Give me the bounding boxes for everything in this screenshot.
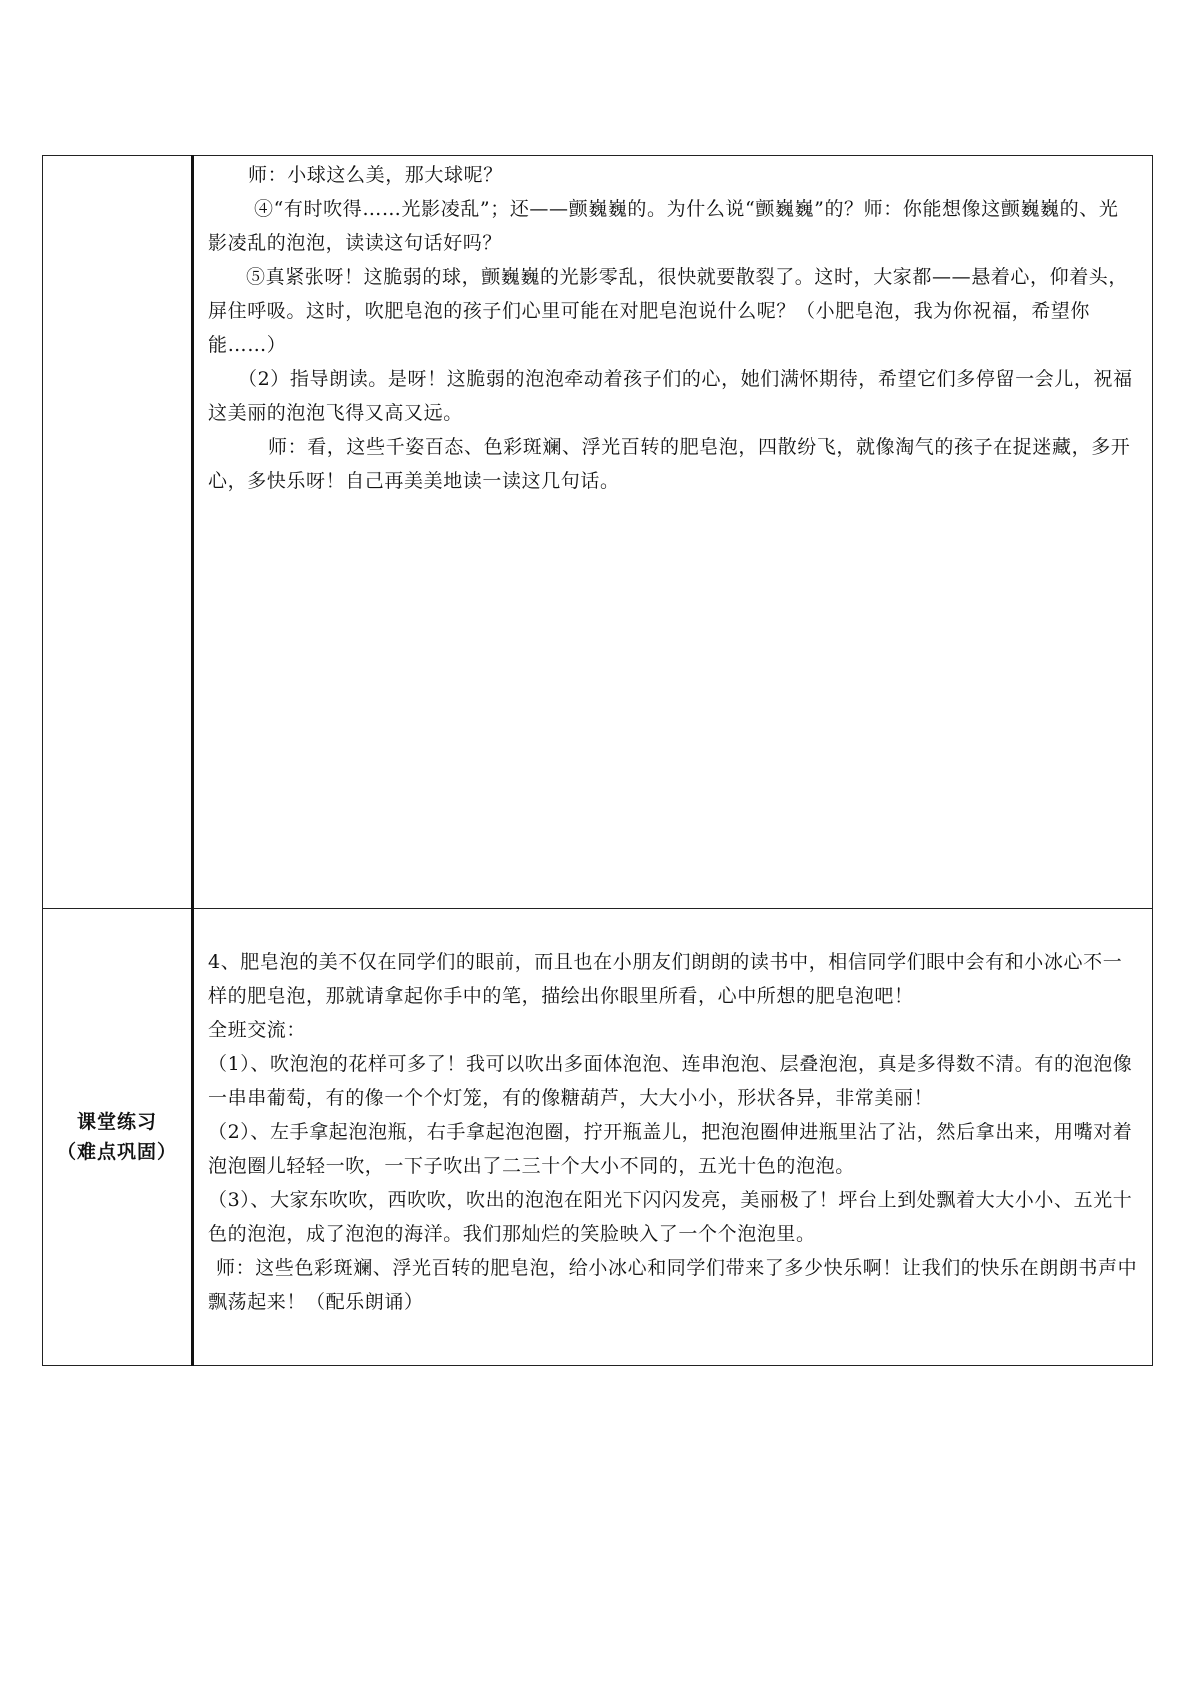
section-label-cell: [43, 909, 193, 1366]
lesson-plan-table: [42, 155, 1153, 1366]
section-label: [43, 909, 191, 1365]
paragraph: （2）指导朗读。是呀！这脆弱的泡泡牵动着孩子们的心，她们满怀期待，希望它们多停留一会儿，祝福这美丽的泡泡飞得又高又远。: [208, 368, 1133, 424]
section-label-cell: [43, 156, 193, 909]
table-row: [43, 156, 1153, 909]
section-text: [194, 156, 1152, 498]
section-label-subtitle: （难点巩固）: [56, 1141, 177, 1163]
paragraph: （3）、大家东吹吹，西吹吹，吹出的泡泡在阳光下闪闪发亮，美丽极了！坪台上到处飘着大大小小、五光十色的泡泡，成了泡泡的海洋。我们那灿烂的笑脸映入了一个个泡泡里。: [208, 1189, 1133, 1245]
paragraph: 4、肥皂泡的美不仅在同学们的眼前，而且也在小朋友们朗朗的读书中，相信同学们眼中会有和小冰心不一样的肥皂泡，那就请拿起你手中的笔，描绘出你眼里所看，心中所想的肥皂泡吧！: [208, 951, 1123, 1007]
paragraph: ④“有时吹得……光影凌乱”；还——颤巍巍的。为什么说“颤巍巍”的？师：你能想像这颤巍巍的、光影凌乱的泡泡，读读这句话好吗？: [208, 198, 1119, 254]
paragraph: （2）、左手拿起泡泡瓶，右手拿起泡泡圈，拧开瓶盖儿，把泡泡圈伸进瓶里沾了沾，然后拿出来，用嘴对着泡泡圈儿轻轻一吹，一下子吹出了二三十个大小不同的，五光十色的泡泡。: [208, 1121, 1133, 1177]
paragraph: （1）、吹泡泡的花样可多了！我可以吹出多面体泡泡、连串泡泡、层叠泡泡，真是多得数不清。有的泡泡像一串串葡萄，有的像一个个灯笼，有的像糖葫芦，大大小小，形状各异，非常美丽！: [208, 1053, 1133, 1109]
paragraph: 师：小球这么美，那大球呢？: [248, 164, 503, 186]
section-text: [194, 909, 1152, 1319]
table-row: [43, 909, 1153, 1366]
paragraph: 师：看，这些千姿百态、色彩斑斓、浮光百转的肥皂泡，四散纷飞，就像淘气的孩子在捉迷藏，多开心，多快乐呀！自己再美美地读一读这几句话。: [208, 436, 1131, 492]
paragraph: 全班交流：: [208, 1019, 307, 1041]
section-content-cell: [193, 156, 1153, 909]
paragraph: ⑤真紧张呀！这脆弱的球，颤巍巍的光影零乱，很快就要散裂了。这时，大家都——悬着心，仰着头，屏住呼吸。这时，吹肥皂泡的孩子们心里可能在对肥皂泡说什么呢？（小肥皂泡，我为你祝福，希望你能……）: [208, 266, 1129, 356]
section-content-cell: [193, 909, 1153, 1366]
section-label-title: 课堂练习: [76, 1111, 157, 1133]
paragraph: 师：这些色彩斑斓、浮光百转的肥皂泡，给小冰心和同学们带来了多少快乐啊！让我们的快乐在朗朗书声中飘荡起来！（配乐朗诵）: [208, 1257, 1138, 1313]
